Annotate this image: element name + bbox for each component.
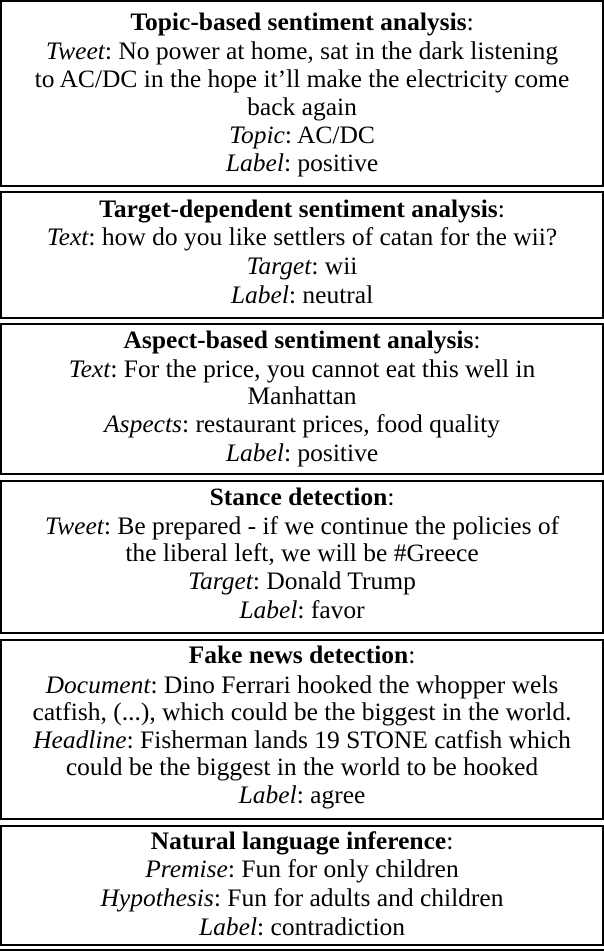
field-value-part-2: to AC/DC in the hope it’ll make the electricity come (34, 64, 570, 93)
field-label: Target (188, 566, 253, 595)
field-value: positive (297, 438, 379, 467)
field-value-part-1: Fisherman lands 19 STONE catfish which (140, 725, 571, 754)
field-label: Text (68, 354, 111, 383)
field-label: Target (246, 251, 312, 280)
field-line-continued (2, 753, 602, 781)
field-line: Label: positive (225, 148, 379, 177)
field-value: how do you like settlers of catan for the wii? (101, 222, 558, 251)
field-line: Label: agree (238, 780, 366, 809)
field-value-part-1: For the price, you cannot eat this well in (123, 354, 536, 383)
section-separator-top (0, 632, 604, 634)
field-label: Headline (33, 725, 127, 754)
field-value: Fun for only children (241, 854, 459, 883)
section-fake-news-detection (0, 641, 604, 818)
table-bottom-rule-top (0, 944, 604, 946)
field-line: Document: Dino Ferrari hooked the whopper wels (45, 670, 559, 699)
section-title-line: Stance detection: (209, 482, 395, 511)
field-value-part-3: back again (247, 92, 357, 121)
field-line: Label: favor (239, 595, 365, 624)
field-line: Text: For the price, you cannot eat this well in (68, 354, 536, 383)
table-bottom-rule-bottom (0, 949, 604, 951)
field-label: Label (238, 780, 297, 809)
field-value-part-1: Dino Ferrari hooked the whopper wels (163, 670, 559, 699)
section-separator-top (0, 473, 604, 475)
field-value: wii (324, 251, 358, 280)
section-title: Natural language inference (150, 826, 447, 855)
field-value: favor (310, 595, 365, 624)
field-label: Tweet (45, 36, 105, 65)
field-value: restaurant prices, food quality (195, 409, 500, 438)
field-line: Label: positive (225, 438, 379, 467)
section-topic-based-sentiment (0, 2, 604, 185)
field-label: Aspects (104, 409, 182, 438)
field-label: Topic (229, 120, 285, 149)
field-line: Text: how do you like settlers of catan for the wii? (46, 222, 558, 251)
section-separator-top (0, 317, 604, 319)
section-target-dependent-sentiment (0, 193, 604, 317)
field-value-part-2: the liberal left, we will be #Greece (125, 538, 479, 567)
section-title-line: Topic-based sentiment analysis: (130, 7, 474, 36)
field-value: AC/DC (296, 120, 375, 149)
field-value: Donald Trump (266, 566, 416, 595)
field-label: Label (239, 595, 298, 624)
field-value-part-2: could be the biggest in the world to be hooked (65, 752, 539, 781)
section-separator-top (0, 818, 604, 820)
field-value-part-2: catfish, (...), which could be the biggest in the world. (32, 697, 572, 726)
section-aspect-based-sentiment (0, 325, 604, 473)
field-line: Headline: Fisherman lands 19 STONE catfish which (33, 725, 571, 754)
section-title-line: Target-dependent sentiment analysis: (99, 194, 505, 223)
field-value-part-2: Manhattan (247, 381, 357, 410)
field-line: Label: neutral (230, 280, 374, 309)
field-label: Premise (145, 854, 228, 883)
section-title-line: Aspect-based sentiment analysis: (123, 325, 481, 354)
field-value: positive (297, 148, 379, 177)
field-value: agree (310, 780, 366, 809)
section-title: Fake news detection (188, 640, 409, 669)
field-line: Aspects: restaurant prices, food quality (104, 409, 500, 438)
field-value-part-1: Be prepared - if we continue the policies of (117, 511, 560, 540)
field-line: Target: wii (246, 251, 358, 280)
field-line-continued (2, 65, 602, 93)
field-line-continued (2, 93, 602, 121)
field-line: Premise: Fun for only children (145, 854, 459, 883)
field-line: Topic: AC/DC (229, 120, 375, 149)
field-label: Label (230, 280, 289, 309)
field-label: Text (46, 222, 89, 251)
field-value: neutral (302, 280, 374, 309)
field-line: Tweet: No power at home, sat in the dark listening (45, 36, 559, 65)
field-label: Label (225, 148, 284, 177)
field-line: Target: Donald Trump (188, 566, 416, 595)
section-title: Stance detection (209, 482, 388, 511)
section-title-line: Natural language inference: (150, 826, 454, 855)
field-label: Label (225, 438, 284, 467)
field-label: Hypothesis (100, 883, 214, 912)
field-line-continued (2, 539, 602, 567)
field-label: Label (198, 912, 258, 941)
section-natural-language-inference (0, 827, 604, 944)
section-stance-detection (0, 482, 604, 632)
field-line-continued (2, 382, 602, 410)
section-title-line: Fake news detection: (188, 640, 416, 669)
field-label: Document (45, 670, 151, 699)
field-line: Tweet: Be prepared - if we continue the policies of (44, 511, 560, 540)
field-line: Label: contradiction (198, 912, 406, 941)
section-separator-top (0, 185, 604, 187)
section-title: Topic-based sentiment analysis (130, 7, 467, 36)
field-value-part-1: No power at home, sat in the dark listening (118, 36, 559, 65)
field-value: contradiction (270, 912, 406, 941)
section-title: Target-dependent sentiment analysis (99, 194, 498, 223)
section-title: Aspect-based sentiment analysis (123, 325, 474, 354)
field-label: Tweet (44, 511, 104, 540)
field-line: Hypothesis: Fun for adults and children (100, 883, 504, 912)
field-line-continued (2, 698, 602, 726)
field-value: Fun for adults and children (227, 883, 504, 912)
